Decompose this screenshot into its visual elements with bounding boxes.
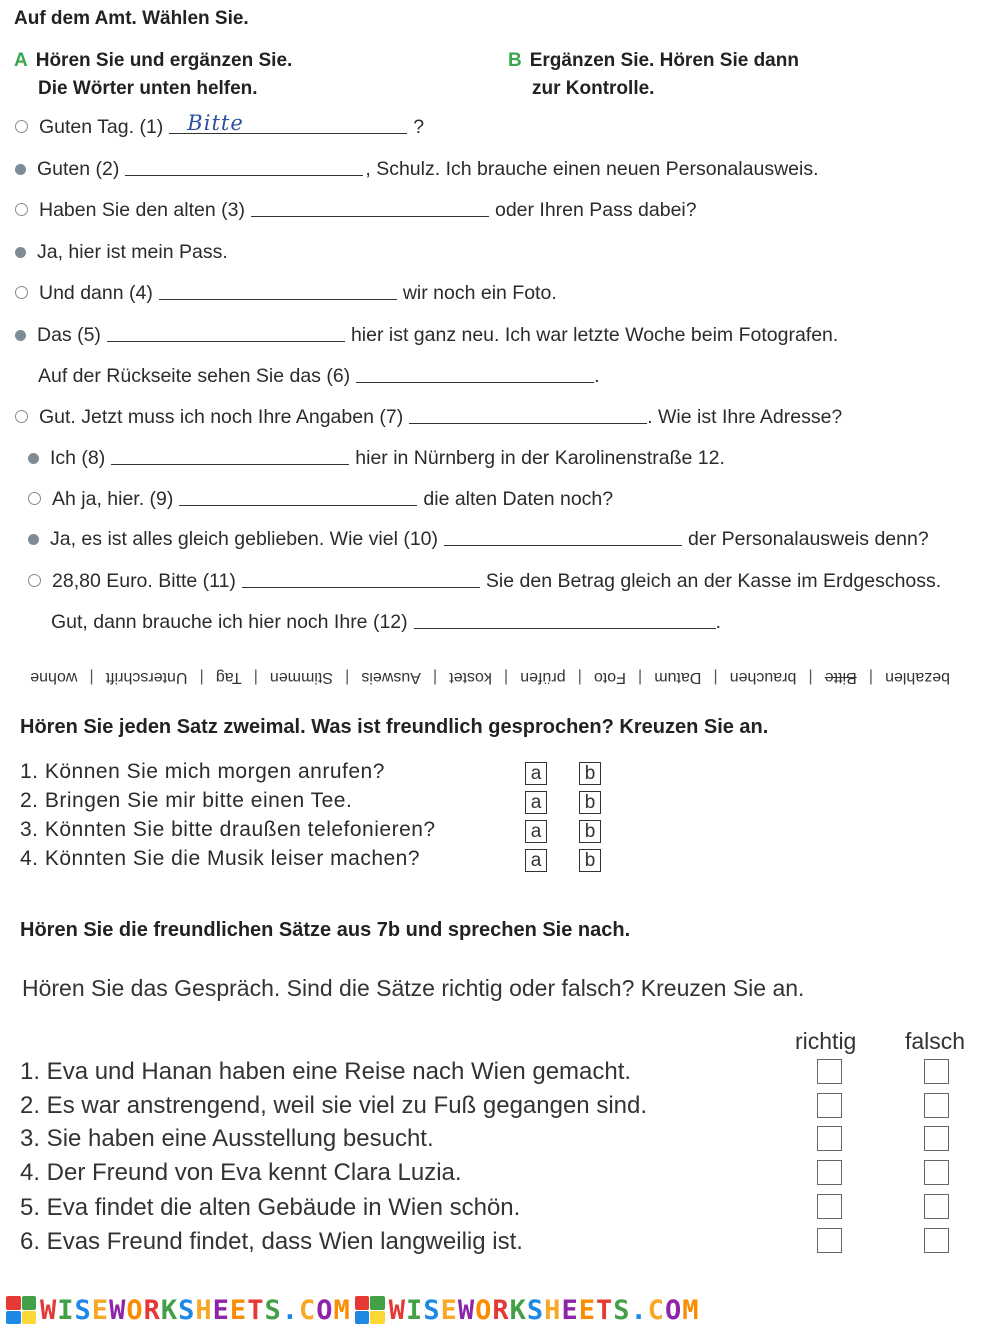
option-a-q1[interactable]: a: [525, 762, 547, 785]
dialog-line-12: [28, 570, 941, 593]
blank-8[interactable]: [111, 463, 349, 465]
option-a-q2[interactable]: a: [525, 791, 547, 814]
brand-logo-icon: [6, 1296, 36, 1324]
dialog-text: Guten Tag. (1): [39, 116, 164, 138]
blank-7[interactable]: [409, 422, 647, 424]
speaker-open-icon: [15, 120, 28, 133]
word: Foto: [593, 669, 626, 686]
question-4: 4. Könnten Sie die Musik leiser machen?: [20, 847, 421, 870]
dialog-line-4: [15, 241, 228, 264]
blank-5[interactable]: [107, 340, 345, 342]
speaker-filled-icon: [15, 330, 26, 341]
task-b-line2: zur Kontrolle.: [532, 78, 655, 99]
dialog-text: .: [594, 365, 600, 387]
dialog-line-9: [28, 447, 725, 470]
dialog-text: Guten (2): [37, 158, 120, 180]
checkbox-richtig-6[interactable]: [817, 1228, 842, 1253]
checkbox-falsch-2[interactable]: [924, 1093, 949, 1118]
checkbox-falsch-6[interactable]: [924, 1228, 949, 1253]
question-2: 2. Bringen Sie mir bitte einen Tee.: [20, 789, 353, 812]
blank-9[interactable]: [179, 504, 417, 506]
dialog-text: der Personalausweis denn?: [688, 528, 929, 550]
option-b-q1[interactable]: b: [579, 762, 601, 785]
option-a-q3[interactable]: a: [525, 820, 547, 843]
task-a-instruction: [14, 47, 292, 103]
dialog-line-3: [15, 199, 697, 222]
statement-2: 2. Es war anstrengend, weil sie viel zu Fuß gegangen sind.: [20, 1092, 648, 1119]
dialog-line-8: [15, 406, 842, 429]
dialog-text: Ja, es ist alles gleich geblieben. Wie viel (10): [50, 528, 439, 550]
word: prüfen: [520, 669, 566, 686]
speaker-open-icon: [28, 492, 41, 505]
brand-block: [355, 1295, 700, 1326]
dialog-text: Ich (8): [50, 447, 106, 469]
speaker-open-icon: [15, 410, 28, 423]
dialog-text: oder Ihren Pass dabei?: [494, 199, 697, 221]
blank-10[interactable]: [444, 544, 682, 546]
dialog-text: hier in Nürnberg in der Karolinenstraße 12.: [355, 447, 725, 469]
option-b-q3[interactable]: b: [579, 820, 601, 843]
task-b-line1: Ergänzen Sie. Hören Sie dann: [529, 50, 799, 71]
task-b-letter: B: [508, 50, 522, 71]
dialog-line-6: [15, 324, 838, 347]
checkbox-richtig-1[interactable]: [817, 1059, 842, 1084]
word-bank: bezahlen | Bitte | brauchen | Datum | Foto | prüfen | kostet | Ausweis | Stimmen | Tag | Unterschrift | wohne: [30, 669, 950, 686]
section-2-heading: Hören Sie jeden Satz zweimal. Was ist freundlich gesprochen? Kreuzen Sie an.: [20, 716, 769, 738]
task-b-instruction: [508, 47, 799, 103]
task-a-letter: A: [14, 50, 28, 71]
speaker-open-icon: [15, 203, 28, 216]
speaker-filled-icon: [28, 453, 39, 464]
word: Ausweis: [361, 669, 421, 686]
blank-6[interactable]: [356, 381, 594, 383]
dialog-line-5: [15, 282, 557, 305]
dialog-line-11: [28, 528, 929, 551]
statement-1: 1. Eva und Hanan haben eine Reise nach Wien gemacht.: [20, 1058, 632, 1085]
dialog-line-2: [15, 158, 819, 181]
dialog-line-7: [38, 365, 600, 388]
blank-3[interactable]: [251, 215, 489, 217]
statement-5: 5. Eva findet die alten Gebäude in Wien schön.: [20, 1194, 521, 1221]
dialog-text: Und dann (4): [39, 282, 153, 304]
blank-12[interactable]: [414, 627, 716, 629]
statement-4: 4. Der Freund von Eva kennt Clara Luzia.: [20, 1159, 462, 1186]
word: Datum: [654, 669, 702, 686]
dialog-text: . Wie ist Ihre Adresse?: [647, 406, 843, 428]
dialog-text: ?: [413, 116, 425, 138]
page-title: Auf dem Amt. Wählen Sie.: [14, 8, 249, 29]
word: Tag: [215, 669, 242, 686]
dialog-text: Ah ja, hier. (9): [52, 488, 174, 510]
checkbox-falsch-1[interactable]: [924, 1059, 949, 1084]
statement-6: 6. Evas Freund findet, dass Wien langweilig ist.: [20, 1228, 523, 1255]
brand-text: WISEWORKSHEETS.COM: [40, 1294, 351, 1326]
checkbox-richtig-3[interactable]: [817, 1126, 842, 1151]
word: kostet: [449, 669, 492, 686]
dialog-text: Auf der Rückseite sehen Sie das (6): [38, 365, 351, 387]
column-richtig: richtig: [795, 1028, 857, 1054]
option-b-q4[interactable]: b: [579, 849, 601, 872]
word: Unterschrift: [105, 669, 188, 686]
checkbox-falsch-3[interactable]: [924, 1126, 949, 1151]
brand-logo-icon: [355, 1296, 385, 1324]
checkbox-richtig-4[interactable]: [817, 1160, 842, 1185]
question-1: 1. Können Sie mich morgen anrufen?: [20, 760, 385, 783]
blank-2[interactable]: [125, 174, 363, 176]
section-2-followup: Hören Sie die freundlichen Sätze aus 7b und sprechen Sie nach.: [20, 919, 631, 941]
footer-watermark: [0, 1293, 1000, 1327]
statement-3: 3. Sie haben eine Ausstellung besucht.: [20, 1125, 434, 1152]
blank-4[interactable]: [159, 298, 397, 300]
checkbox-falsch-5[interactable]: [924, 1194, 949, 1219]
option-b-q2[interactable]: b: [579, 791, 601, 814]
column-falsch: falsch: [905, 1028, 966, 1054]
brand-block: [6, 1295, 351, 1326]
dialog-line-10: [28, 488, 613, 511]
word: brauchen: [729, 669, 797, 686]
dialog-text: .: [715, 611, 722, 633]
brand-text: WISEWORKSHEETS.COM: [388, 1294, 700, 1326]
dialog-text: Sie den Betrag gleich an der Kasse im Erdgeschoss.: [485, 570, 942, 592]
speaker-filled-icon: [15, 247, 26, 258]
dialog-line-1: [15, 111, 425, 139]
dialog-text: wir noch ein Foto.: [402, 282, 557, 304]
dialog-text: Ja, hier ist mein Pass.: [37, 241, 228, 263]
word-crossed: Bitte: [824, 669, 857, 686]
question-3: 3. Könnten Sie bitte draußen telefonieren?: [20, 818, 436, 841]
dialog-line-13: [51, 611, 721, 634]
word: bezahlen: [885, 669, 950, 686]
speaker-open-icon: [15, 286, 28, 299]
dialog-text: Das (5): [37, 324, 101, 346]
task-a-line1: Hören Sie und ergänzen Sie.: [35, 50, 293, 71]
speaker-filled-icon: [15, 164, 26, 175]
dialog-text: 28,80 Euro. Bitte (11): [52, 570, 236, 592]
blank-1-answer: Bitte: [187, 111, 244, 135]
speaker-open-icon: [28, 574, 41, 587]
checkbox-richtig-2[interactable]: [817, 1093, 842, 1118]
dialog-text: Gut. Jetzt muss ich noch Ihre Angaben (7): [39, 406, 404, 428]
dialog-text: hier ist ganz neu. Ich war letzte Woche beim Fotografen.: [350, 324, 839, 346]
word: wohne: [30, 669, 78, 686]
task-a-line2: Die Wörter unten helfen.: [38, 78, 258, 99]
option-a-q4[interactable]: a: [525, 849, 547, 872]
word: Stimmen: [269, 669, 334, 686]
checkbox-falsch-4[interactable]: [924, 1160, 949, 1185]
section-3-heading: Hören Sie das Gespräch. Sind die Sätze richtig oder falsch? Kreuzen Sie an.: [22, 975, 805, 1001]
speaker-filled-icon: [28, 534, 39, 545]
dialog-text: die alten Daten noch?: [423, 488, 614, 510]
blank-11[interactable]: [242, 586, 480, 588]
dialog-text: Gut, dann brauche ich hier noch Ihre (12): [51, 611, 408, 633]
blank-1[interactable]: [169, 111, 407, 135]
dialog-text: Haben Sie den alten (3): [39, 199, 245, 221]
checkbox-richtig-5[interactable]: [817, 1194, 842, 1219]
dialog-text: , Schulz. Ich brauche einen neuen Personalausweis.: [365, 158, 819, 180]
